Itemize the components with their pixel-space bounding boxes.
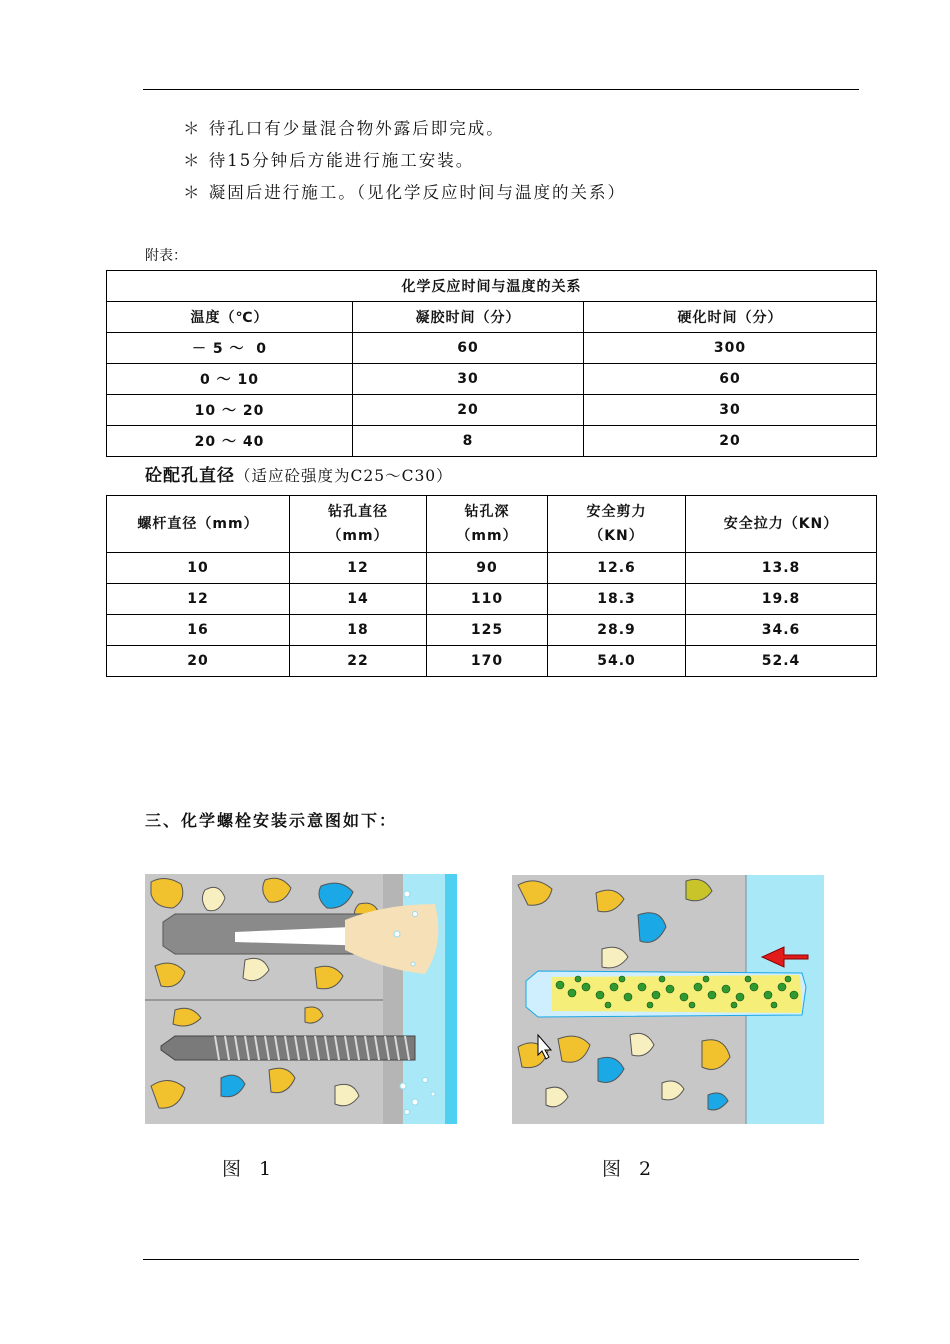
table-cell: 52.4 xyxy=(686,646,877,677)
table-cell: 170 xyxy=(427,646,548,677)
column-header: 螺杆直径（mm） xyxy=(107,496,290,553)
hole-diameter-table xyxy=(106,495,877,677)
table-cell: 22 xyxy=(290,646,427,677)
table-cell: － 5 ～ 0 xyxy=(107,333,353,364)
appendix-label: 附表： xyxy=(145,248,187,264)
table-title: 砼配孔直径 xyxy=(145,466,235,486)
figure-2-caption: 图 2 xyxy=(602,1158,658,1180)
table-cell: 20 ～ 40 xyxy=(107,426,353,457)
table-cell: 125 xyxy=(427,615,548,646)
column-header: 安全拉力（KN） xyxy=(686,496,877,553)
table-cell: 60 xyxy=(584,364,877,395)
table-cell: 300 xyxy=(584,333,877,364)
table-cell: 18 xyxy=(290,615,427,646)
table-row xyxy=(107,426,877,457)
table-cell: 110 xyxy=(427,584,548,615)
instruction-item: ＊ 凝固后进行施工。（见化学反应时间与温度的关系） xyxy=(183,183,626,202)
table-cell: 10 ～ 20 xyxy=(107,395,353,426)
table-cell: 30 xyxy=(353,364,584,395)
column-header: 温度（℃） xyxy=(107,302,353,333)
table-cell: 20 xyxy=(353,395,584,426)
table-row xyxy=(107,615,877,646)
table-row xyxy=(107,333,877,364)
footer-rule xyxy=(143,1259,859,1260)
table-row xyxy=(107,584,877,615)
table-cell: 54.0 xyxy=(548,646,686,677)
table-cell: 60 xyxy=(353,333,584,364)
column-header: 钻孔深 （mm） xyxy=(427,496,548,553)
instruction-item: ＊ 待15分钟后方能进行施工安装。 xyxy=(183,151,475,170)
table-cell: 20 xyxy=(584,426,877,457)
reaction-time-table xyxy=(106,270,877,457)
table-row xyxy=(107,364,877,395)
table-cell: 34.6 xyxy=(686,615,877,646)
table-cell: 19.8 xyxy=(686,584,877,615)
table-title: 化学反应时间与温度的关系 xyxy=(107,271,877,302)
figure-1-illustration xyxy=(145,874,457,1124)
section-heading: 三、化学螺栓安装示意图如下： xyxy=(145,811,398,830)
hole-diameter-title xyxy=(145,461,453,486)
table-cell: 14 xyxy=(290,584,427,615)
header-rule xyxy=(143,89,859,90)
column-header: 硬化时间（分） xyxy=(584,302,877,333)
table-cell: 28.9 xyxy=(548,615,686,646)
table-cell: 0 ～ 10 xyxy=(107,364,353,395)
table-cell: 12.6 xyxy=(548,553,686,584)
table-cell: 90 xyxy=(427,553,548,584)
instruction-item: ＊ 待孔口有少量混合物外露后即完成。 xyxy=(183,119,505,138)
table-cell: 18.3 xyxy=(548,584,686,615)
table-row xyxy=(107,646,877,677)
table-title-note: （适应砼强度为C25～C30） xyxy=(235,467,453,485)
table-cell: 8 xyxy=(353,426,584,457)
table-row xyxy=(107,553,877,584)
instruction-list xyxy=(183,113,626,209)
table-cell: 20 xyxy=(107,646,290,677)
column-header: 凝胶时间（分） xyxy=(353,302,584,333)
table-cell: 12 xyxy=(107,584,290,615)
column-header: 安全剪力 （KN） xyxy=(548,496,686,553)
figure-1-caption: 图 1 xyxy=(222,1158,278,1180)
table-cell: 12 xyxy=(290,553,427,584)
table-cell: 10 xyxy=(107,553,290,584)
column-header: 钻孔直径 （mm） xyxy=(290,496,427,553)
figure-2-illustration xyxy=(512,875,824,1124)
table-cell: 16 xyxy=(107,615,290,646)
table-cell: 13.8 xyxy=(686,553,877,584)
table-row xyxy=(107,395,877,426)
table-cell: 30 xyxy=(584,395,877,426)
